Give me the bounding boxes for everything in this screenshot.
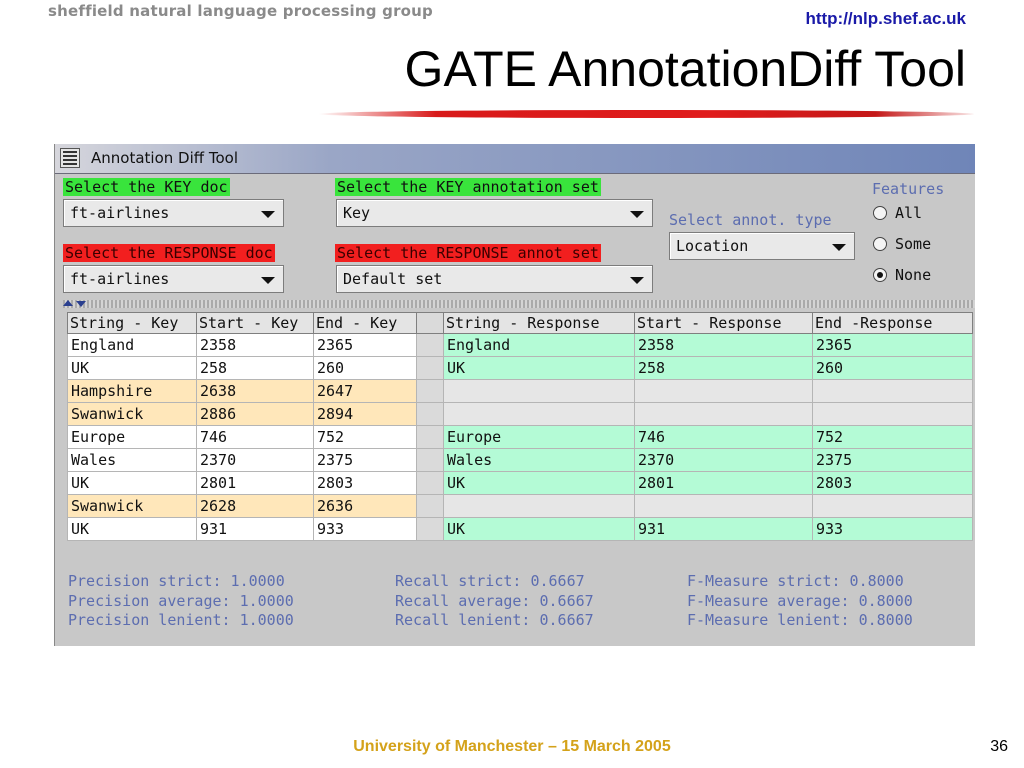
table-row[interactable] bbox=[68, 380, 973, 403]
separator-cell bbox=[417, 495, 444, 518]
key-set-label: Select the KEY annotation set bbox=[337, 178, 599, 196]
column-header[interactable] bbox=[417, 313, 444, 334]
response-end-cell: 2803 bbox=[813, 472, 973, 495]
response-string-cell: UK bbox=[444, 472, 635, 495]
response-doc-label: Select the RESPONSE doc bbox=[65, 244, 273, 262]
key-string-cell: Wales bbox=[68, 449, 197, 472]
column-header[interactable]: Start - Response bbox=[635, 313, 813, 334]
separator-cell bbox=[417, 518, 444, 541]
key-set-select[interactable] bbox=[336, 199, 653, 227]
group-logo: sheffield natural language processing group bbox=[48, 2, 433, 20]
response-set-select[interactable] bbox=[336, 265, 653, 293]
response-start-cell: 931 bbox=[635, 518, 813, 541]
key-end-cell: 752 bbox=[314, 426, 417, 449]
response-end-cell: 260 bbox=[813, 357, 973, 380]
key-end-cell: 2365 bbox=[314, 334, 417, 357]
precision-strict: Precision strict: 1.0000 bbox=[68, 572, 285, 590]
response-end-cell: 933 bbox=[813, 518, 973, 541]
response-set-value: Default set bbox=[343, 270, 443, 288]
column-header[interactable]: String - Response bbox=[444, 313, 635, 334]
chevron-down-icon bbox=[630, 277, 644, 284]
radio-icon bbox=[873, 237, 887, 251]
response-string-cell bbox=[444, 495, 635, 518]
key-end-cell: 260 bbox=[314, 357, 417, 380]
key-start-cell: 746 bbox=[197, 426, 314, 449]
chevron-down-icon bbox=[261, 211, 275, 218]
column-header[interactable]: End - Key bbox=[314, 313, 417, 334]
response-start-cell bbox=[635, 495, 813, 518]
key-start-cell: 2638 bbox=[197, 380, 314, 403]
key-end-cell: 2636 bbox=[314, 495, 417, 518]
features-option-all: All bbox=[895, 204, 923, 222]
window-title: Annotation Diff Tool bbox=[91, 149, 238, 167]
response-string-cell: England bbox=[444, 334, 635, 357]
window-titlebar[interactable] bbox=[55, 144, 975, 174]
footer-text: University of Manchester – 15 March 2005 bbox=[353, 738, 671, 755]
key-start-cell: 2370 bbox=[197, 449, 314, 472]
title-underline bbox=[318, 110, 974, 118]
fmeasure-strict: F-Measure strict: 0.8000 bbox=[687, 572, 904, 590]
table-row[interactable] bbox=[68, 334, 973, 357]
chevron-down-icon bbox=[832, 244, 846, 251]
recall-lenient: Recall lenient: 0.6667 bbox=[395, 611, 594, 629]
page-number: 36 bbox=[990, 738, 1008, 755]
separator-cell bbox=[417, 472, 444, 495]
response-end-cell: 2375 bbox=[813, 449, 973, 472]
chevron-down-icon bbox=[261, 277, 275, 284]
precision-average: Precision average: 1.0000 bbox=[68, 592, 294, 610]
response-set-label: Select the RESPONSE annot set bbox=[337, 244, 599, 262]
key-end-cell: 2803 bbox=[314, 472, 417, 495]
key-doc-label: Select the KEY doc bbox=[65, 178, 228, 196]
site-url[interactable]: http://nlp.shef.ac.uk bbox=[805, 9, 966, 28]
separator-cell bbox=[417, 403, 444, 426]
annot-type-value: Location bbox=[676, 237, 749, 255]
table-row[interactable] bbox=[68, 472, 973, 495]
response-end-cell bbox=[813, 403, 973, 426]
response-start-cell: 746 bbox=[635, 426, 813, 449]
key-end-cell: 933 bbox=[314, 518, 417, 541]
key-end-cell: 2375 bbox=[314, 449, 417, 472]
response-string-cell: UK bbox=[444, 518, 635, 541]
key-start-cell: 2628 bbox=[197, 495, 314, 518]
key-doc-select[interactable] bbox=[63, 199, 284, 227]
column-header[interactable]: Start - Key bbox=[197, 313, 314, 334]
window-menu-icon[interactable] bbox=[60, 148, 80, 168]
fmeasure-lenient: F-Measure lenient: 0.8000 bbox=[687, 611, 913, 629]
table-row[interactable] bbox=[68, 357, 973, 380]
radio-selected-icon bbox=[873, 268, 887, 282]
response-start-cell: 2358 bbox=[635, 334, 813, 357]
response-end-cell bbox=[813, 380, 973, 403]
key-string-cell: Hampshire bbox=[68, 380, 197, 403]
recall-average: Recall average: 0.6667 bbox=[395, 592, 594, 610]
key-string-cell: UK bbox=[68, 472, 197, 495]
response-doc-select[interactable] bbox=[63, 265, 284, 293]
table-row[interactable] bbox=[68, 518, 973, 541]
key-start-cell: 2358 bbox=[197, 334, 314, 357]
response-string-cell: Europe bbox=[444, 426, 635, 449]
annotation-diff-table bbox=[67, 312, 973, 541]
separator-cell bbox=[417, 449, 444, 472]
column-header[interactable]: String - Key bbox=[68, 313, 197, 334]
table-row[interactable] bbox=[68, 449, 973, 472]
features-label: Features bbox=[872, 180, 945, 198]
key-start-cell: 931 bbox=[197, 518, 314, 541]
response-end-cell bbox=[813, 495, 973, 518]
separator-cell bbox=[417, 334, 444, 357]
separator-cell bbox=[417, 357, 444, 380]
key-start-cell: 258 bbox=[197, 357, 314, 380]
key-string-cell: Swanwick bbox=[68, 495, 197, 518]
response-start-cell bbox=[635, 380, 813, 403]
table-row[interactable] bbox=[68, 403, 973, 426]
response-start-cell bbox=[635, 403, 813, 426]
key-doc-value: ft-airlines bbox=[70, 204, 170, 222]
table-body bbox=[68, 334, 973, 541]
key-end-cell: 2647 bbox=[314, 380, 417, 403]
response-start-cell: 2801 bbox=[635, 472, 813, 495]
separator-cell bbox=[417, 380, 444, 403]
response-end-cell: 752 bbox=[813, 426, 973, 449]
chevron-down-icon bbox=[630, 211, 644, 218]
response-doc-value: ft-airlines bbox=[70, 270, 170, 288]
key-string-cell: UK bbox=[68, 518, 197, 541]
response-string-cell: Wales bbox=[444, 449, 635, 472]
key-start-cell: 2886 bbox=[197, 403, 314, 426]
response-string-cell bbox=[444, 380, 635, 403]
fmeasure-average: F-Measure average: 0.8000 bbox=[687, 592, 913, 610]
annotation-diff-window bbox=[54, 144, 975, 646]
features-option-some: Some bbox=[895, 235, 932, 253]
slide-title: GATE AnnotationDiff Tool bbox=[404, 41, 966, 97]
response-string-cell: UK bbox=[444, 357, 635, 380]
key-string-cell: UK bbox=[68, 357, 197, 380]
table-row[interactable] bbox=[68, 495, 973, 518]
precision-lenient: Precision lenient: 1.0000 bbox=[68, 611, 294, 629]
split-pane-divider[interactable] bbox=[63, 300, 975, 308]
radio-icon bbox=[873, 206, 887, 220]
key-set-value: Key bbox=[343, 204, 371, 222]
column-header[interactable]: End -Response bbox=[813, 313, 973, 334]
annot-type-select[interactable] bbox=[669, 232, 855, 260]
key-string-cell: England bbox=[68, 334, 197, 357]
key-start-cell: 2801 bbox=[197, 472, 314, 495]
annot-type-label: Select annot. type bbox=[669, 211, 832, 229]
features-option-none: None bbox=[895, 266, 932, 284]
table-row[interactable] bbox=[68, 426, 973, 449]
response-start-cell: 258 bbox=[635, 357, 813, 380]
recall-strict: Recall strict: 0.6667 bbox=[395, 572, 585, 590]
response-start-cell: 2370 bbox=[635, 449, 813, 472]
table-header-row bbox=[68, 313, 973, 334]
response-string-cell bbox=[444, 403, 635, 426]
response-end-cell: 2365 bbox=[813, 334, 973, 357]
separator-cell bbox=[417, 426, 444, 449]
key-string-cell: Swanwick bbox=[68, 403, 197, 426]
collapse-up-icon[interactable] bbox=[63, 300, 73, 306]
expand-down-icon[interactable] bbox=[76, 301, 86, 307]
key-end-cell: 2894 bbox=[314, 403, 417, 426]
key-string-cell: Europe bbox=[68, 426, 197, 449]
